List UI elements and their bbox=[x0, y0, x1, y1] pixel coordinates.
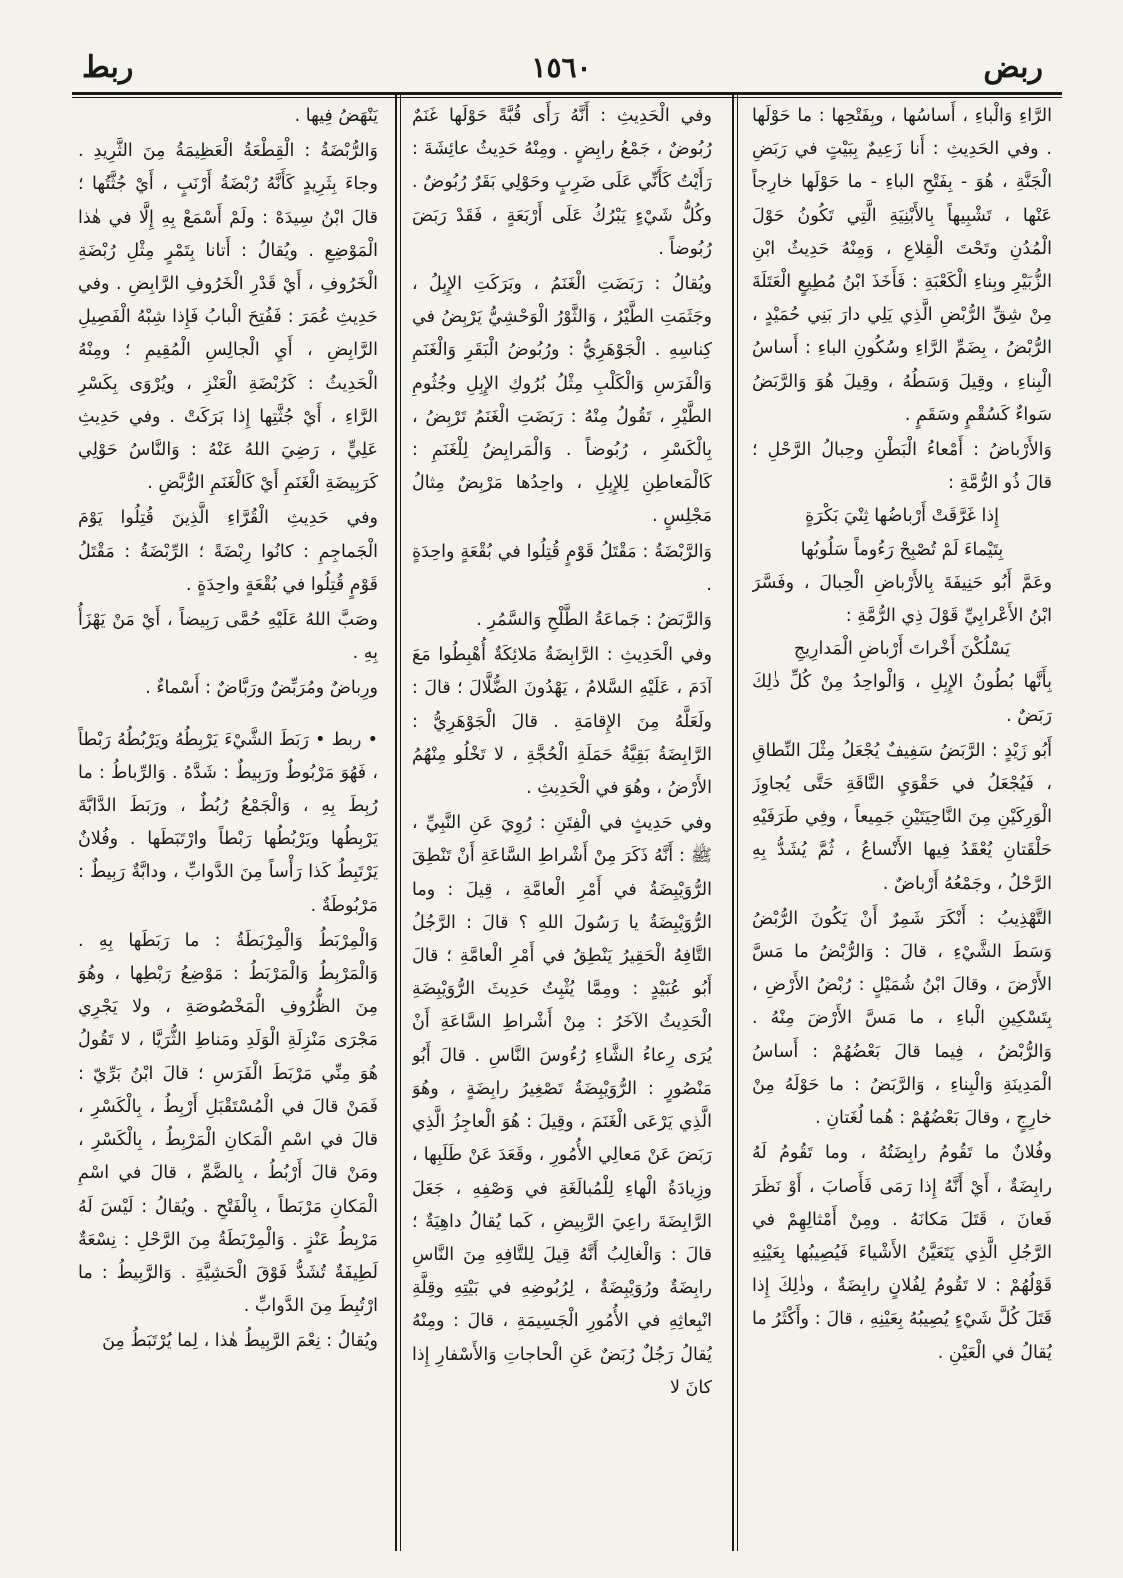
column-divider-left-inner bbox=[400, 95, 401, 1551]
paragraph: أَبُو زَيْدٍ : الرَّبَضُ سَفِيفٌ يُجْعَلُ مِثْلَ النِّطاقِ ، فَيُجْعَلُ في حَقْوَيِ النَّاقَةِ حَتَّى يُجاوِزَ الْوَرِكَيْنِ مِنَ النَّاحِيَتَيْنِ جَمِيعاً ، وفِي طَرَفَيْهِ حَلْقَتانِ يُعْقَدُ فِيها الأَنْساعُ ، ثُمَّ يُشَدُّ بِهِ الرَّحْلُ ، وجَمْعُهُ أَرْباضٌ . bbox=[752, 740, 1052, 894]
paragraph: الرَّاءِ وَالْباءِ ، أَساسُها ، وبِفَتْحِها : ما حَوْلَها . وفي الحَدِيثِ : أَنا زَعِيمٌ بِبَيْتٍ في رَبَضِ الْجَنَّةِ ، هُوَ - بِفَتْحِ الباءِ - ما حَوْلَها خارِجاً عَنْها ، تَشْبِيهاً بِالأَبْنِيَةِ الَّتِي تَكُونُ حَوْلَ الْمُدُنِ وتَحْتَ الْقِلاعِ ، وَمِنْهُ حَدِيثُ ابْنِ الزُّبَيْرِ وبِناءِ الْكَعْبَةِ : فَأَخَذَ ابْنُ مُطِيعٍ الْعَتَلَةَ مِنْ شِقِّ الرُّبْضِ الَّذِي يَلِي دارَ بَنِي حُمَيْدٍ ، الرُّبْضُ ، بِضَمِّ الرَّاءِ وسُكُونِ الباءِ : أَساسُ الْبِناءِ ، وقِيلَ وَسَطُهُ ، وقِيلَ هُوَ وَالرَّبَضُ سَواءٌ كَسُقْمٍ وسَقَمٍ . bbox=[752, 106, 1052, 425]
paragraph: وصَبَّ اللهُ عَلَيْهِ حُمَّى رَبِيضاً ، أَيْ مَنْ يَهْزَأُ بِهِ . bbox=[78, 610, 378, 664]
paragraph: وَالرَّبَضُ : جَماعَةُ الطَّلْحِ وَالسَّمُرِ . bbox=[476, 610, 712, 631]
paragraph: وعَمَّ أَبُو حَنِيفَةَ بِالأَرْباضِ الْحِبالَ ، وفَسَّرَ ابْنُ الأَعْرابِيِّ قَوْلَ ذِي الرُّمَّةِ : bbox=[752, 572, 1052, 627]
column-divider-left bbox=[395, 95, 397, 1551]
paragraph: بِأَنَّها بُطُونُ الإِبِلِ ، وَالْواحِدُ مِنْ كُلِّ ذٰلِكَ رَبَضٌ . bbox=[752, 672, 1052, 726]
paragraph: ورِباضٌ ومُرَبِّضٌ ورَبَّاضٌ : أَسْماءٌ . bbox=[145, 678, 378, 699]
paragraph: وفي الْحَدِيثِ : الرَّابِضَةُ مَلائِكَةٌ أُهْبِطُوا مَعَ آدَمَ ، عَلَيْهِ السَّلامُ ، يَهْدُونَ الضُّلَّالَ ؛ قالَ : ولَعَلَّهُ مِنَ الإِقامَةِ . قالَ الْجَوْهَرِيُّ : الرَّابِضَةُ بَقِيَّةُ حَمَلَةِ الْحُجَّةِ ، لا تَخْلُو مِنْهُمُ الأَرْضُ ، وهُوَ في الْحَدِيثِ . bbox=[412, 645, 712, 799]
paragraph: التَّهْذِيبُ : أَنْكَرَ شَمِرٌ أَنْ يَكُونَ الرُّبْضُ وَسَطَ الشَّيْءِ ، قالَ : وَالرُّبْضُ ما مَسَّ الأَرْضَ ، وقالَ ابْنُ شُمَيْلٍ : رُبْضُ الأَرْضِ ، بِتَسْكِينِ الْباءِ ، ما مَسَّ الأَرْضَ مِنْهُ . وَالرُّبْضُ ، فِيما قالَ بَعْضُهُمْ : أَساسُ الْمَدِينَةِ وَالْبِناءِ ، وَالرَّبَضُ : ما حَوْلَهُ مِنْ خارِجٍ ، وقالَ بَعْضُهُمْ : هُما لُغَتانِ . bbox=[752, 908, 1052, 1129]
paragraph: وفُلانٌ ما تَقُومُ رابِضَتُهُ ، وما تَقُومُ لَهُ رابِضَةٌ ، أَيْ أَنَّهُ إِذا رَمَى فَأَصابَ ، أَوْ نَظَرَ فَعانَ ، قَتَلَ مَكانَهُ . ومِنْ أَمْثالِهِمْ في الرَّجُلِ الَّذِي يَتَعَيَّنُ الأَشْياءَ فَيُصِيبُها بِعَيْنِهِ قَوْلُهُمْ : لا تَقُومُ لِفُلانٍ رابِضَةٌ ، وذٰلِكَ إِذا قَتَلَ كُلَّ شَيْءٍ يُصِيبُهُ بِعَيْنِهِ ، قالَ : وأَكْثَرُ ما يُقالُ في الْعَيْنِ . bbox=[752, 1143, 1052, 1363]
paragraph: وَالْمِرْبَطُ وَالْمِرْبَطَةُ : ما رَبَطَها بِهِ . وَالْمَرْبِطُ وَالْمَرْبَطُ : مَوْضِعُ رَبْطِها ، وهُوَ مِنَ الظُّرُوفِ الْمَخْصُوصَةِ ، ولا يَجْرِي مَجْرَى مَنْزِلَةِ الْوَلَدِ ومَناطِ الثُّرَيَّا ، لا تَقُولُ هُوَ مِنِّي مَرْبَطَ الْفَرَسِ ؛ قالَ ابْنُ بَرِّيّ : فَمَنْ قالَ في الْمُسْتَقْبَلِ أَرْبِطُ ، بِالْكَسْرِ ، قالَ في اسْمِ الْمَكانِ الْمَرْبِطُ ، بِالْكَسْرِ ، ومَنْ قالَ أَرْبُطُ ، بِالضَّمِّ ، قالَ في اسْمِ الْمَكانِ مَرْبَطاً ، بِالْفَتْحِ . ويُقالُ : لَيْسَ لَهُ مَرْبِطُ عَنْزٍ . وَالْمِرْبَطَةُ مِنَ الرَّحْلِ : نِسْعَةٌ لَطِيفَةٌ تُشَدُّ فَوْقَ الْحَشِيَّةِ . وَالرَّبِيطُ : ما ارْتُبِطَ مِنَ الدَّوابِّ . bbox=[78, 930, 378, 1317]
text-column-left bbox=[78, 100, 378, 1550]
entry-rabt: • ربط • رَبَطَ الشَّيْءَ يَرْبِطُهُ ويَرْبُطُهُ رَبْطاً ، فَهُوَ مَرْبُوطٌ ورَبِيطٌ : شَدَّهُ . وَالرِّباطُ : ما رُبِطَ بِهِ ، وَالْجَمْعُ رُبُطٌ ، ورَبَطَ الدَّابَّةَ يَرْبِطُها ويَرْبُطُها رَبْطاً وارْتَبَطَها . وفُلانٌ يَرْتَبِطُ كَذا رَأْساً مِنَ الدَّوابِّ ، ودابَّةٌ رَبِيطٌ : مَرْبُوطَةٌ . bbox=[78, 729, 378, 916]
verse-line: إِذا غَرَّقَتْ أَرْباضُها ثِنْيَ بَكْرَةٍ bbox=[805, 506, 999, 527]
verse-line: يَسْلُكْنَ أَخْراتَ أَرْباضِ الْمَدارِيجِ bbox=[793, 639, 1011, 660]
paragraph: وفي حَدِيثٍ في الْفِتَنِ : رُوِيَ عَنِ النَّبِيِّ ، ﷺ : أَنَّهُ ذَكَرَ مِنْ أَشْراطِ السَّاعَةِ أَنْ تَنْطِقَ الرُّوَيْبِضَةُ في أَمْرِ الْعامَّةِ ، قِيلَ : وما الرُّوَيْبِضَةُ يا رَسُولَ اللهِ ؟ قالَ : الرَّجُلُ التَّافِهُ الْحَقِيرُ يَنْطِقُ في أَمْرِ الْعامَّةِ ؛ قالَ أَبُو عُبَيْدٍ : ومِمَّا يُثْبِتُ حَدِيثَ الرُّوَيْبِضَةِ الْحَدِيثُ الآخَرُ : مِنْ أَشْراطِ السَّاعَةِ أَنْ يُرَى رِعاءُ الشَّاءِ رُءُوسَ النَّاسِ . قالَ أَبُو مَنْصُورٍ : الرُّوَيْبِضَةُ تَصْغِيرُ رابِضَةٍ ، وهُوَ الَّذِي يَرْعَى الْغَنَمَ ، وقِيلَ : هُوَ الْعاجِزُ الَّذِي رَبَضَ عَنْ مَعالِي الأُمُورِ ، وقَعَدَ عَنْ طَلَبِها ، وزِيادَةُ الْهاءِ لِلْمُبالَغَةِ في وَصْفِهِ ، جَعَلَ الرَّابِضَةَ راعِيَ الرَّبِيضِ ، كَما يُقالُ داهِيَةٌ ؛ قالَ : وَالْغالِبُ أَنَّهُ قِيلَ لِلتَّافِهِ مِنَ النَّاسِ رابِضَةٌ ورُوَيْبِضَةٌ ، لِرُبُوضِهِ في بَيْتِهِ وقِلَّةِ انْبِعاثِهِ في الأُمُورِ الْجَسِيمَةِ ، قالَ : ومِنْهُ يُقالُ رَجُلٌ رُبَضٌ عَنِ الْحاجاتِ وَالأَسْفارِ إِذا كانَ لا bbox=[412, 813, 712, 1398]
header-rule bbox=[72, 92, 1062, 95]
entry-separator bbox=[78, 706, 378, 724]
paragraph: وفي حَدِيثِ الْقُرَّاءِ الَّذِينَ قُتِلُوا يَوْمَ الْجَماجِمِ : كانُوا رِبْضَةً ؛ الرِّبْضَةُ : مَقْتَلُ قَوْمٍ قُتِلُوا في بُقْعَةٍ واحِدَةٍ . bbox=[78, 508, 378, 595]
paragraph: ويُقالُ : نِعْمَ الرَّبِيطُ هٰذا ، لِما يُرْتَبَطُ مِنَ bbox=[102, 1331, 378, 1352]
paragraph: وَالأَرْباضُ : أَمْعاءُ الْبَطْنِ وحِبالُ الرَّحْلِ ؛ قالَ ذُو الرُّمَّةِ : bbox=[752, 440, 1052, 494]
paragraph: ويُقالُ : رَبَضَتِ الْغَنَمُ ، وبَرَكَتِ الإِبِلُ ، وجَثَمَتِ الطَّيْرُ ، وَالثَّوْرُ الْوَحْشِيُّ يَرْبِضُ في كِناسِهِ . الْجَوْهَرِيُّ : ورُبُوضُ الْبَقَرِ وَالْغَنَمِ وَالْفَرَسِ وَالْكَلْبِ مِثْلُ بُرُوكِ الإِبِلِ وجُثُومِ الطَّيْرِ ، تَقُولُ مِنْهُ : رَبَضَتِ الْغَنَمُ تَرْبِضُ ، بِالْكَسْرِ ، رُبُوضاً . وَالْمَرابِضُ لِلْغَنَمِ : كَالْمَعاطِنِ لِلإِبِلِ ، واحِدُها مَرْبِضٌ مِثالُ مَجْلِسٍ . bbox=[412, 274, 712, 527]
verse-line: بِتَيْماءَ لَمْ تُصْبِحْ رَءُوماً سَلُوبُها bbox=[800, 539, 1004, 560]
paragraph: وَالرُّبْضَةُ : الْقِطْعَةُ الْعَظِيمَةُ مِنَ الثَّرِيدِ . وجاءَ بِثَرِيدٍ كَأَنَّهُ رُبْضَةُ أَرْنَبٍ ، أَيْ جُثَّتُها ؛ قالَ ابْنُ سِيدَهْ : ولَمْ أَسْمَعْ بِهِ إِلَّا في هٰذا الْمَوْضِعِ . ويُقالُ : أَتانا بِتَمْرٍ مِثْلِ رُبْضَةِ الْخَرُوفِ ، أَيْ قَدْرِ الْخَرُوفِ الرَّابِضِ . وفي حَدِيثِ عُمَرَ : فَفُتِحَ الْبابُ فَإِذا شِبْهُ الْفَصِيلِ الرَّابِضِ ، أَيِ الْجالِسِ الْمُقِيمِ ؛ ومِنْهُ الْحَدِيثُ : كَرُبْضَةِ الْعَنْزِ ، ويُرْوَى بِكَسْرِ الرَّاءِ ، أَيْ جُثَّتِها إِذا بَرَكَتْ . وفي حَدِيثِ عَلِيٍّ ، رَضِيَ اللهُ عَنْهُ : وَالنَّاسُ حَوْلِي كَرَبِيضَةِ الْغَنَمِ أَيْ كَالْغَنَمِ الرُّبَّضِ . bbox=[78, 141, 378, 494]
page-number: ١٥٦٠ bbox=[531, 51, 592, 84]
running-header-right: ربض bbox=[983, 50, 1043, 85]
column-divider-right bbox=[732, 95, 734, 1551]
text-column-right bbox=[752, 100, 1052, 1550]
paragraph: وَالرَّبْضَةُ : مَقْتَلُ قَوْمٍ قُتِلُوا في بُقْعَةٍ واحِدَةٍ . bbox=[412, 541, 712, 595]
paragraph: يَنْهَضُ فِيها . bbox=[294, 106, 378, 126]
header-rule-thin bbox=[72, 97, 1062, 98]
running-header-left: ربط bbox=[82, 50, 134, 85]
column-divider-right-inner bbox=[737, 95, 738, 1551]
paragraph: وفي الْحَدِيثِ : أَنَّهُ رَأَى قُبَّةً حَوْلَها غَنَمٌ رُبُوضٌ ، جَمْعُ رابِضٍ . ومِنْهُ حَدِيثُ عائِشَةَ : رَأَيْتُ كَأَنِّي عَلَى ضَرِبٍ وحَوْلِي بَقَرٌ رُبُوضٌ . وكُلُّ شَيْءٍ يَبْرُكُ عَلَى أَرْبَعَةٍ ، فَقَدْ رَبَضَ رُبُوضاً . bbox=[412, 106, 712, 259]
text-column-middle bbox=[412, 100, 712, 1550]
